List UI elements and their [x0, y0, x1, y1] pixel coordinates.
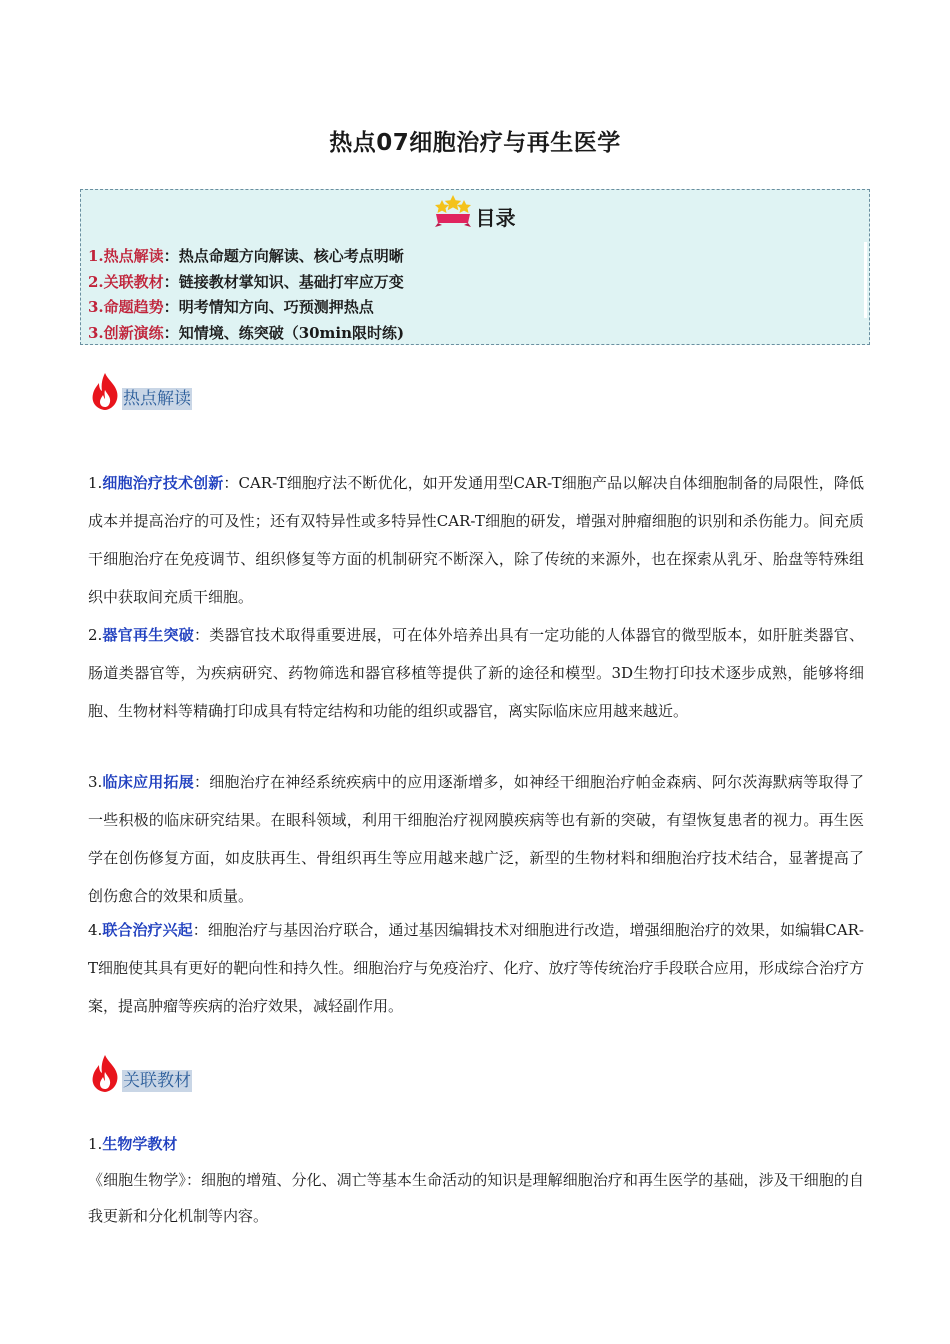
paragraph-2: 2.器官再生突破：类器官技术取得重要进展，可在体外培养出具有一定功能的人体器官的微型版本，如肝脏类器官、肠道类器官等，为疾病研究、药物筛选和器官移植等提供了新的途径和模型。3D生物打印技术逐步成熟，能够将细胞、生物材料等精确打印成具有特定结构和功能的组织或器官，离实际临床应用越来越近。: [88, 626, 864, 720]
page-title: 热点07细胞治疗与再生医学: [329, 130, 621, 156]
section-label: 关联教材: [123, 1071, 191, 1091]
toc-item-trend[interactable]: 3.命题趋势：明考情知方向、巧预测押热点: [88, 298, 374, 316]
toc-title: 目录: [475, 205, 516, 230]
paragraph-4: 4.联合治疗兴起：细胞治疗与基因治疗联合，通过基因编辑技术对细胞进行改造，增强细胞治疗的效果，如编辑CAR-T细胞使其具有更好的靶向性和持久性。细胞治疗与免疫治疗、化疗、放疗等传统治疗手段联合应用，形成综合治疗方案，提高肿瘤等疾病的治疗效果，减轻副作用。: [88, 921, 864, 1015]
textbook-item-heading: 1.生物学教材: [88, 1135, 178, 1153]
toc-item-practice[interactable]: 3.创新演练：知情境、练突破（30min限时练): [88, 323, 405, 342]
paragraph-3: 3.临床应用拓展：细胞治疗在神经系统疾病中的应用逐渐增多，如神经干细胞治疗帕金森病、阿尔茨海默病等取得了一些积极的临床研究结果。在眼科领域，利用干细胞治疗视网膜疾病等也有新的突破，有望恢复患者的视力。再生医学在创伤修复方面，如皮肤再生、骨组织再生等应用越来越广泛，新型的生物材料和细胞治疗技术结合，显著提高了创伤愈合的效果和质量。: [88, 773, 864, 905]
toc-item-hot-topic[interactable]: 1.热点解读：热点命题方向解读、核心考点明晰: [88, 247, 404, 265]
toc-item-textbook[interactable]: 2.关联教材：链接教材掌知识、基础打牢应万变: [88, 272, 404, 291]
table-of-contents: [80, 189, 870, 345]
toc-header: [81, 194, 869, 234]
toc-list: [88, 244, 404, 346]
textbook-item-text: 《细胞生物学》：细胞的增殖、分化、凋亡等基本生命活动的知识是理解细胞治疗和再生医学的基础，涉及干细胞的自我更新和分化机制等内容。: [88, 1171, 864, 1225]
flame-icon: [88, 1054, 122, 1098]
paragraph-1: 1.细胞治疗技术创新：CAR-T细胞疗法不断优化，如开发通用型CAR-T细胞产品以解决自体细胞制备的局限性，降低成本并提高治疗的可及性；还有双特异性或多特异性CAR-T细胞的研发，增强对肿瘤细胞的识别和杀伤能力。间充质干细胞治疗在免疫调节、组织修复等方面的机制研究不断深入，除了传统的来源外，也在探索从乳牙、胎盘等特殊组织中获取间充质干细胞。: [88, 474, 864, 606]
toc-edge-mark: [864, 242, 867, 318]
section-label: 热点解读: [123, 389, 191, 409]
medal-icon: [434, 194, 472, 232]
flame-icon: [88, 372, 122, 416]
